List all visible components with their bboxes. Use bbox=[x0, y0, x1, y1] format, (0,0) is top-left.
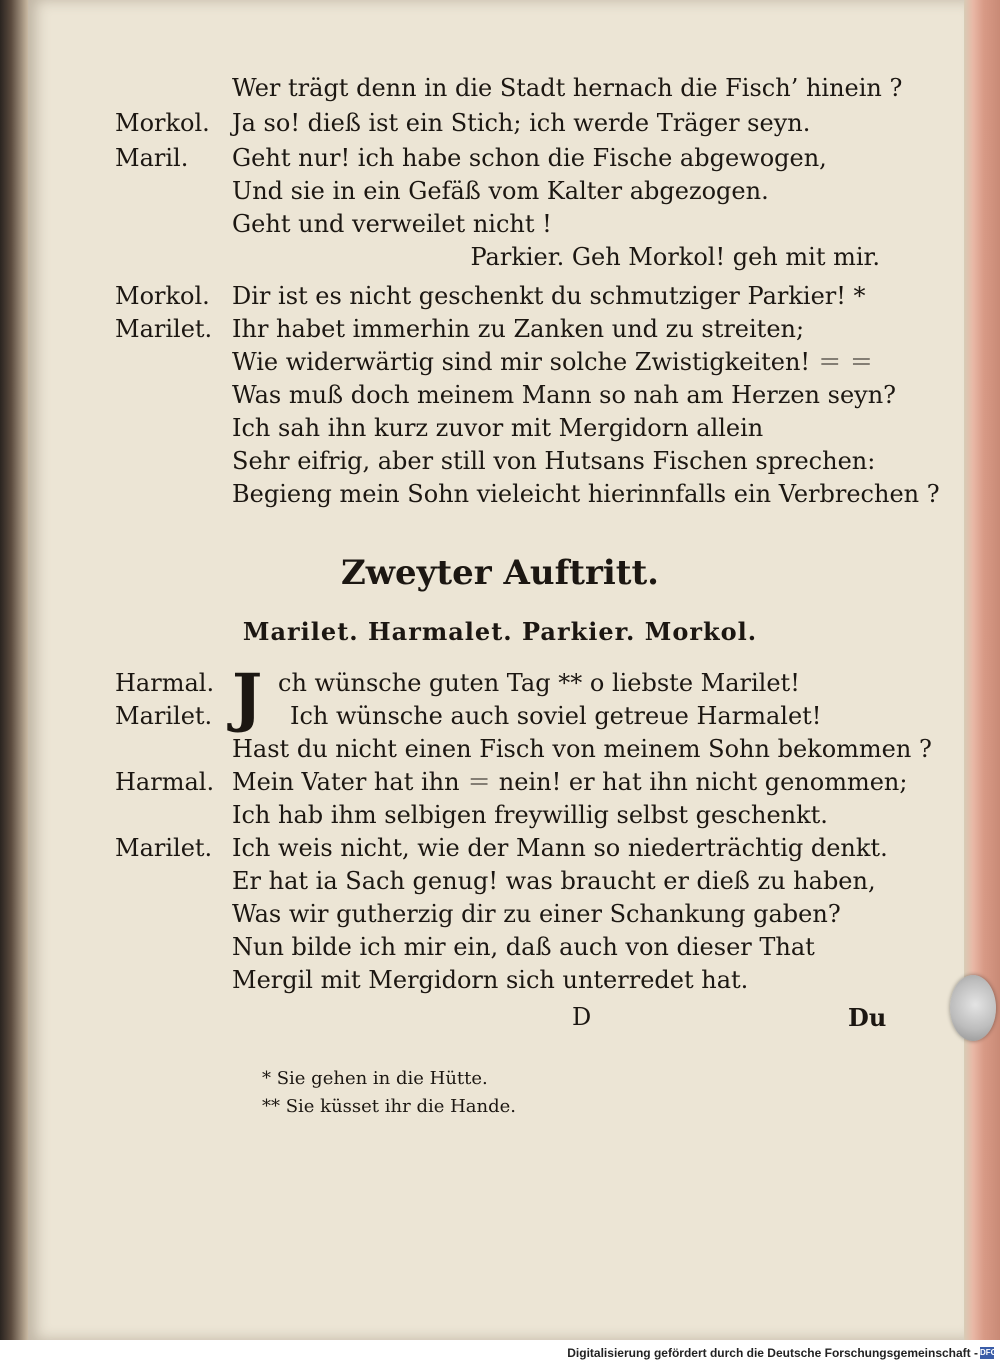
page-edge bbox=[964, 0, 1000, 1340]
speaker-name: Morkol. bbox=[115, 109, 210, 137]
verse-text: Ihr habet immerhin zu Zanken und zu streiten; bbox=[232, 315, 805, 343]
verse-text: Dir ist es nicht geschenkt du schmutziger Parkier! * bbox=[232, 282, 866, 310]
verse-text: Parkier. Geh Morkol! geh mit mir. bbox=[470, 243, 880, 271]
verse-text: Wer trägt denn in die Stadt hernach die Fisch’ hinein ? bbox=[232, 74, 903, 102]
dfg-logo-icon: DFG bbox=[980, 1348, 997, 1357]
scene-heading: Zweyter Auftritt. bbox=[340, 553, 660, 593]
verse-text: Was muß doch meinem Mann so nah am Herzen seyn? bbox=[232, 381, 897, 409]
verse-text: Wie widerwärtig sind mir solche Zwistigkeiten! ＝ ＝ bbox=[232, 348, 874, 376]
verse-text: Was wir gutherzig dir zu einer Schankung gaben? bbox=[232, 900, 841, 928]
verse-text: Mergil mit Mergidorn sich unterredet hat. bbox=[232, 966, 749, 994]
catchword: Du bbox=[848, 1003, 887, 1032]
signature-mark: D bbox=[572, 1003, 592, 1031]
speaker-name: Morkol. bbox=[115, 282, 210, 310]
speaker-name: Harmal. bbox=[115, 768, 215, 796]
verse-text: Geht nur! ich habe schon die Fische abgewogen, bbox=[232, 144, 827, 172]
footnote: ** Sie küsset ihr die Hande. bbox=[262, 1096, 517, 1117]
verse-text: ch wünsche guten Tag ** o liebste Marilet! bbox=[278, 669, 800, 697]
speaker-name: Marilet. bbox=[115, 702, 213, 730]
verse-text: Ich sah ihn kurz zuvor mit Mergidorn allein bbox=[232, 414, 764, 442]
verse-text: Mein Vater hat ihn ＝ nein! er hat ihn nicht genommen; bbox=[232, 768, 908, 796]
verse-text: Er hat ia Sach genug! was braucht er dieß zu haben, bbox=[232, 867, 876, 895]
book-gutter bbox=[0, 0, 28, 1340]
page-clip bbox=[950, 975, 996, 1041]
drop-cap: J bbox=[232, 660, 263, 735]
verse-text: Nun bilde ich mir ein, daß auch von dieser That bbox=[232, 933, 815, 961]
footer-credit: Digitalisierung gefördert durch die Deutsche Forschungsgemeinschaft - bbox=[567, 1346, 978, 1360]
verse-text: Ich wünsche auch soviel getreue Harmalet! bbox=[290, 702, 822, 730]
footnote: * Sie gehen in die Hütte. bbox=[262, 1068, 488, 1089]
verse-text: Sehr eifrig, aber still von Hutsans Fischen sprechen: bbox=[232, 447, 876, 475]
speaker-name: Harmal. bbox=[115, 669, 215, 697]
scene-cast: Marilet. Harmalet. Parkier. Morkol. bbox=[242, 617, 758, 646]
verse-text: Und sie in ein Gefäß vom Kalter abgezogen. bbox=[232, 177, 769, 205]
verse-text: Begieng mein Sohn vieleicht hierinnfalls ein Verbrechen ? bbox=[232, 480, 940, 508]
speaker-name: Maril. bbox=[115, 144, 189, 172]
speaker-name: Marilet. bbox=[115, 834, 213, 862]
speaker-name: Marilet. bbox=[115, 315, 213, 343]
verse-text: Ja so! dieß ist ein Stich; ich werde Träger seyn. bbox=[232, 109, 811, 137]
verse-text: Ich weis nicht, wie der Mann so niederträchtig denkt. bbox=[232, 834, 888, 862]
verse-text: Hast du nicht einen Fisch von meinem Sohn bekommen ? bbox=[232, 735, 932, 763]
verse-text: Geht und verweilet nicht ! bbox=[232, 210, 552, 238]
verse-text: Ich hab ihm selbigen freywillig selbst geschenkt. bbox=[232, 801, 828, 829]
